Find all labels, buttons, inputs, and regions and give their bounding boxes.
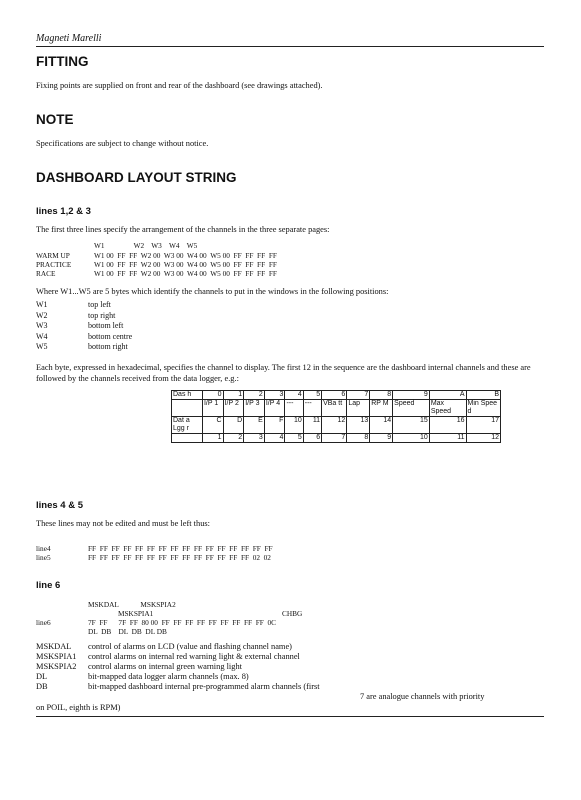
table-row [172,434,501,443]
def-key: DB [36,682,48,691]
list-item [36,300,132,311]
brand-header: Magneti Marelli [36,33,102,44]
table-cell: RP M [370,400,393,417]
position-key: W3 [36,321,48,330]
table-cell: 6 [303,434,321,443]
mode-label: WARM UP [36,251,70,260]
table-cell: Min Spee d [466,400,501,417]
mode-label: RACE [36,269,56,278]
table-cell: 0 [202,391,223,400]
def-desc: bit-mapped dashboard internal pre-programmed alarm channels (first [88,682,320,691]
line6-title: line 6 [36,580,61,591]
table-cell: 4 [285,391,303,400]
table-cell: VBa tt [322,400,347,417]
table-cell: 10 [285,417,303,434]
table-cell: --- [303,400,321,417]
table-cell: D [223,417,244,434]
list-item [36,652,320,662]
table-row [172,417,501,434]
lines45-title: lines 4 & 5 [36,500,83,511]
line-value: FF FF FF FF FF FF FF FF FF FF FF FF FF FF 02 02 [88,553,271,562]
table-cell: Lap [347,400,370,417]
list-item [36,642,320,652]
def-key: MSKDAL [36,642,72,651]
table-cell [172,400,203,417]
lines123-intro: The first three lines specify the arrangement of the channels in the three separate pages: [36,225,330,234]
table-cell: 9 [393,391,430,400]
position-key: W4 [36,331,48,341]
table-cell: E [244,417,265,434]
table-cell: 12 [322,417,347,434]
mask-labels-top: MSKDAL MSKSPIA2 [88,600,176,609]
def-desc: bit-mapped data logger alarm channels (max. 8) [88,672,249,681]
position-key: W5 [36,342,48,351]
list-item [36,662,320,672]
table-cell: Dat a Lgg r [172,417,203,434]
table-cell: A [429,391,466,400]
table-cell: Das h [172,391,203,400]
mode-label: PRACTICE [36,260,72,269]
list-item [36,672,320,682]
list-item [36,682,320,692]
table-cell: C [202,417,223,434]
table-cell: I/P 3 [244,400,265,417]
table-cell: B [466,391,501,400]
table-cell: 1 [202,434,223,443]
line-label: line4 [36,544,51,553]
mode-value: W1 00 FF FF W2 00 W3 00 W4 00 W5 00 FF FF FF FF [94,251,277,260]
line-value: 7F FF 7F FF 80 00 FF FF FF FF FF FF FF FF FF 0C [88,618,277,627]
mode-value: W1 00 FF FF W2 00 W3 00 W4 00 W5 00 FF FF FF FF [94,269,277,278]
line-value: FF FF FF FF FF FF FF FF FF FF FF FF FF FF FF FF [88,544,273,553]
position-desc: top right [88,310,116,320]
position-desc: top left [88,300,111,309]
table-cell: 11 [303,417,321,434]
table-cell: 1 [223,391,244,400]
table-cell: 8 [347,434,370,443]
mode-value: W1 00 FF FF W2 00 W3 00 W4 00 W5 00 FF FF FF FF [94,260,277,269]
mask-label-mid: MSKSPIA1 [118,609,154,618]
table-cell: 12 [466,434,501,443]
table-cell: 7 [347,391,370,400]
window-header-row: W1 W2 W3 W4 W5 [94,241,198,250]
table-cell: 16 [429,417,466,434]
where-text: Where W1...W5 are 5 bytes which identify the channels to put in the windows in the following positions: [36,287,389,296]
list-item [36,332,132,343]
table-cell: I/P 2 [223,400,244,417]
chbg-label: CHBG [282,609,303,618]
table-cell: 5 [303,391,321,400]
line-label: line5 [36,553,51,562]
db-aside: 7 are analogue channels with priority [360,692,485,701]
list-item [36,342,132,353]
table-cell: I/P 4 [264,400,285,417]
layout-title: DASHBOARD LAYOUT STRING [36,170,237,185]
note-text: Specifications are subject to change without notice. [36,139,209,148]
position-desc: bottom right [88,342,128,351]
table-cell: 9 [370,434,393,443]
table-cell: 8 [370,391,393,400]
table-cell: 13 [347,417,370,434]
positions-list [36,300,132,353]
table-cell: Speed [393,400,430,417]
table-row [172,400,501,417]
def-key: MSKSPIA1 [36,652,77,661]
def-desc: control of alarms on LCD (value and flashing channel name) [88,642,292,651]
table-cell: 3 [244,434,265,443]
table-cell: F [264,417,285,434]
table-cell: 14 [370,417,393,434]
list-item [36,321,132,332]
lines45-text: These lines may not be edited and must be left thus: [36,519,210,528]
def-desc: control alarms on internal green warning light [88,662,242,671]
table-cell: 4 [264,434,285,443]
position-key: W1 [36,300,48,309]
table-cell: 2 [223,434,244,443]
table-cell [172,434,203,443]
each-byte-text: Each byte, expressed in hexadecimal, specifies the channel to display. The first 12 in the sequence are the dashboard internal channels and these are followed by the channels received from the data logger, e.g.: [36,363,531,383]
position-desc: bottom left [88,321,124,330]
line-label: line6 [36,618,51,627]
db-continuation: on POIL, eighth is RPM) [36,703,121,712]
def-key: MSKSPIA2 [36,662,77,671]
table-cell: Max Speed [429,400,466,417]
table-cell: 2 [244,391,265,400]
table-cell: --- [285,400,303,417]
table-cell: 5 [285,434,303,443]
table-cell: 17 [466,417,501,434]
fitting-title: FITTING [36,54,89,69]
table-cell: 7 [322,434,347,443]
header-rule [36,46,544,47]
position-desc: bottom centre [88,331,133,341]
def-desc: control alarms on internal red warning light & external channel [88,652,300,661]
table-cell: 11 [429,434,466,443]
table-cell: 3 [264,391,285,400]
position-key: W2 [36,310,48,320]
table-cell: I/P 1 [202,400,223,417]
mask-sub-labels: DL DB DL DB DL DB [88,627,167,636]
note-title: NOTE [36,112,74,127]
table-cell: 15 [393,417,430,434]
fitting-text: Fixing points are supplied on front and rear of the dashboard (see drawings attached). [36,81,323,90]
table-cell: 10 [393,434,430,443]
list-item [36,311,132,322]
table-cell: 6 [322,391,347,400]
table-row [172,391,501,400]
channel-table [171,390,501,443]
mask-definitions [36,642,320,692]
footer-rule [36,716,544,717]
lines123-title: lines 1,2 & 3 [36,206,91,217]
def-key: DL [36,672,48,681]
